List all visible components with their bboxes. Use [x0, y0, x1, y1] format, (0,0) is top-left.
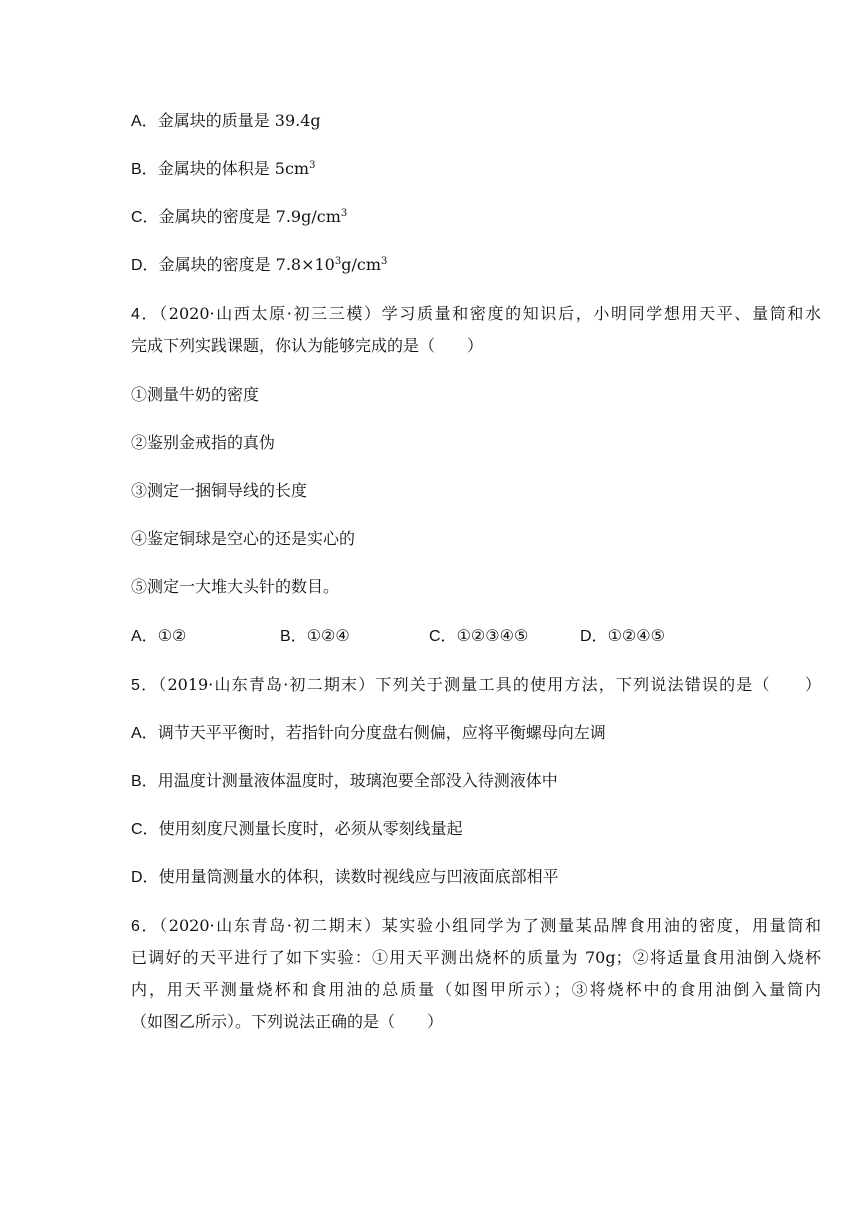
option-label: B．: [280, 628, 307, 645]
q6-line-1: [131, 914, 821, 939]
q4-choice-d: [580, 624, 665, 649]
q4-stem-line-2: [131, 334, 821, 358]
option-text: 金属块的密度是 7.8×10: [158, 255, 335, 274]
option-label: B．: [131, 773, 158, 790]
question-stem: 完成下列实践课题，你认为能够完成的是（ ）: [131, 336, 484, 355]
q4-choice-b: [280, 624, 350, 649]
q4-item-1: [131, 383, 821, 407]
q4-choices-row: [131, 624, 821, 648]
option-text: 金属块的体积是 5cm: [157, 159, 310, 178]
option-text: 使用量筒测量水的体积，读数时视线应与凹液面底部相平: [158, 867, 559, 886]
option-text: ①②④: [306, 626, 350, 645]
list-item: ④鉴定铜球是空心的还是实心的: [131, 529, 356, 548]
option-label: D．: [131, 869, 159, 886]
option-text: 使用刻度尺测量长度时，必须从零刻线量起: [158, 819, 463, 838]
q3-option-c: [131, 205, 821, 230]
q6-line-4: [131, 1010, 821, 1034]
q4-item-2: [131, 431, 821, 455]
option-text: ①②③④⑤: [456, 626, 529, 645]
question-number: 5．: [131, 677, 159, 694]
q4-item-5: [131, 575, 821, 599]
q3-option-b: [131, 157, 821, 182]
q4-choice-c: [429, 624, 528, 649]
question-stem: （2020·山东青岛·初二期末）某实验小组同学为了测量某品牌食用油的密度，用量筒和: [159, 916, 821, 935]
option-label: C．: [131, 209, 159, 226]
q5-option-d: [131, 865, 821, 890]
question-stem: 已调好的天平进行了如下实验：①用天平测出烧杯的质量为 70g；②将适量食用油倒入烧杯: [131, 948, 821, 967]
option-text: 用温度计测量液体温度时，玻璃泡要全部没入待测液体中: [157, 771, 558, 790]
q5-option-a: [131, 721, 821, 746]
option-text: 调节天平平衡时，若指针向分度盘右侧偏，应将平衡螺母向左调: [157, 723, 606, 742]
option-label: D．: [580, 628, 608, 645]
q4-item-3: [131, 479, 821, 503]
option-text: 金属块的密度是 7.9g/cm: [158, 207, 341, 226]
q5-stem: [131, 673, 821, 698]
option-label: C．: [429, 628, 457, 645]
question-stem: （2020·山西太原·初三三模）学习质量和密度的知识后，小明同学想用天平、量筒和水: [159, 304, 821, 323]
list-item: ③测定一捆铜导线的长度: [131, 481, 308, 500]
q3-option-d: [131, 253, 821, 278]
superscript: 3: [340, 208, 348, 219]
option-label: A．: [131, 628, 158, 645]
option-text: 金属块的质量是 39.4g: [157, 111, 321, 130]
list-item: ①测量牛奶的密度: [131, 385, 260, 404]
superscript: 3: [309, 160, 316, 171]
question-number: 6．: [131, 918, 160, 935]
q3-option-a: [131, 109, 821, 134]
option-label: A．: [131, 113, 158, 130]
list-item: ⑤测定一大堆大头针的数目。: [131, 577, 340, 596]
option-label: A．: [131, 725, 158, 742]
superscript: 3: [381, 256, 388, 267]
q6-line-3: [131, 978, 821, 1002]
option-label: D．: [131, 257, 159, 274]
q6-line-2: [131, 946, 821, 970]
q5-option-c: [131, 817, 821, 842]
superscript: 3: [334, 256, 342, 267]
question-number: 4．: [131, 306, 160, 323]
option-text: ①②④⑤: [607, 626, 665, 645]
option-label: C．: [131, 821, 159, 838]
question-stem: 内，用天平测量烧杯和食用油的总质量（如图甲所示）；③将烧杯中的食用油倒入量筒内: [131, 980, 821, 999]
q4-choice-a: [131, 624, 186, 649]
option-text-unit: g/cm: [341, 255, 382, 274]
question-stem: （2019·山东青岛·初二期末）下列关于测量工具的使用方法，下列说法错误的是（ ）: [158, 675, 821, 694]
option-label: B．: [131, 161, 158, 178]
list-item: ②鉴别金戒指的真伪: [131, 433, 276, 452]
q4-stem-line-1: [131, 302, 821, 327]
question-stem: （如图乙所示）。下列说法正确的是（ ）: [131, 1012, 444, 1031]
option-text: ①②: [157, 626, 187, 645]
q4-item-4: [131, 527, 821, 551]
q5-option-b: [131, 769, 821, 794]
